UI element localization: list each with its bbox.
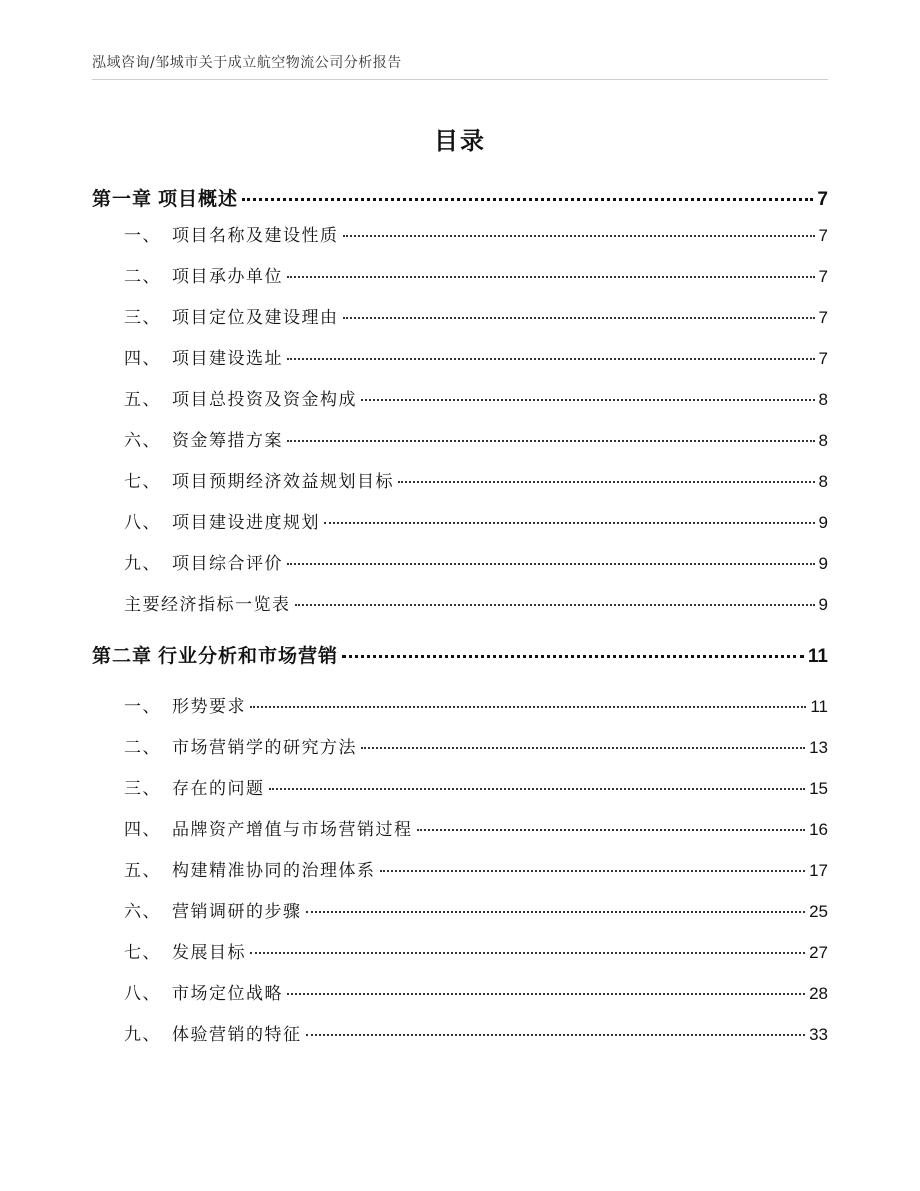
toc-page-number: 25 xyxy=(809,902,828,921)
toc-dot-leader xyxy=(295,604,815,606)
toc-entry-label: 项目建设进度规划 xyxy=(172,513,320,533)
toc-dot-leader xyxy=(398,481,815,483)
toc-entry-label: 形势要求 xyxy=(172,697,246,717)
toc-section-entry[interactable] xyxy=(124,262,828,287)
toc-page-number: 28 xyxy=(809,984,828,1003)
toc-dot-leader xyxy=(342,655,804,658)
toc-page-number: 7 xyxy=(818,308,828,327)
toc-entry-number: 二、 xyxy=(124,267,161,287)
toc-entry-number: 九、 xyxy=(124,1025,161,1045)
toc-entry-number: 三、 xyxy=(124,308,161,328)
toc-entry-number: 六、 xyxy=(124,902,161,922)
toc-section-entry[interactable] xyxy=(124,385,828,410)
toc-section-entry[interactable] xyxy=(124,1020,828,1045)
toc-entry-label: 项目概述 xyxy=(158,188,239,210)
toc-entry-label: 存在的问题 xyxy=(172,779,265,799)
toc-dot-leader xyxy=(324,522,815,524)
toc-entry-number: 六、 xyxy=(124,431,161,451)
toc-entry-number: 八、 xyxy=(124,984,161,1004)
toc-dot-leader xyxy=(380,870,806,872)
toc-section-entry[interactable] xyxy=(124,303,828,328)
toc-page-number: 8 xyxy=(818,390,828,409)
toc-entry-number: 七、 xyxy=(124,472,161,492)
toc-page-number: 7 xyxy=(817,189,828,210)
toc-entry-label: 项目承办单位 xyxy=(172,267,283,287)
toc-page-number: 11 xyxy=(807,646,828,667)
toc-entry-label: 资金筹措方案 xyxy=(172,431,283,451)
toc-entry-number: 一、 xyxy=(124,697,161,717)
toc-section-entry[interactable] xyxy=(124,221,828,246)
toc-page-number: 15 xyxy=(809,779,828,798)
toc-entry-label: 市场定位战略 xyxy=(172,984,283,1004)
toc-entry-label: 主要经济指标一览表 xyxy=(124,595,291,615)
toc-dot-leader xyxy=(306,1034,806,1036)
toc-dot-leader xyxy=(361,747,805,749)
toc-entry-number: 四、 xyxy=(124,349,161,369)
toc-dot-leader xyxy=(361,399,815,401)
toc-page-number: 7 xyxy=(818,267,828,286)
toc-dot-leader xyxy=(287,993,805,995)
toc-section-entry[interactable] xyxy=(124,549,828,574)
toc-entry-number: 三、 xyxy=(124,779,161,799)
toc-page-number: 13 xyxy=(809,738,828,757)
toc-entry-label: 项目综合评价 xyxy=(172,554,283,574)
toc-section-entry[interactable] xyxy=(124,590,828,615)
toc-dot-leader xyxy=(287,440,815,442)
toc-dot-leader xyxy=(343,317,815,319)
toc-dot-leader xyxy=(287,276,815,278)
toc-dot-leader xyxy=(287,563,815,565)
page-title: 目录 xyxy=(434,127,486,155)
toc-entry-label: 行业分析和市场营销 xyxy=(158,645,339,667)
toc-section-entry[interactable] xyxy=(124,426,828,451)
toc-page-number: 33 xyxy=(809,1025,828,1044)
toc-section-entry[interactable] xyxy=(124,344,828,369)
toc-entry-number: 七、 xyxy=(124,943,161,963)
toc-section-entry[interactable] xyxy=(124,733,828,758)
toc-dot-leader xyxy=(417,829,806,831)
toc-page-number: 8 xyxy=(818,431,828,450)
toc-entry-number: 第二章 xyxy=(92,645,153,667)
toc-entry-number: 四、 xyxy=(124,820,161,840)
toc-dot-leader xyxy=(242,198,813,201)
toc-dot-leader xyxy=(250,706,806,708)
toc-entry-number: 八、 xyxy=(124,513,161,533)
toc-entry-label: 市场营销学的研究方法 xyxy=(172,738,357,758)
toc-entry-label: 项目定位及建设理由 xyxy=(172,308,339,328)
toc-dot-leader xyxy=(343,235,815,237)
toc-page-number: 11 xyxy=(810,697,828,716)
toc-entry-number: 第一章 xyxy=(92,188,153,210)
toc-page-number: 7 xyxy=(818,349,828,368)
toc-section-entry[interactable] xyxy=(124,508,828,533)
toc-section-entry[interactable] xyxy=(124,856,828,881)
running-header: 泓域咨询/邹城市关于成立航空物流公司分析报告 xyxy=(92,55,402,71)
toc-page-number: 9 xyxy=(818,554,828,573)
toc-entry-label: 营销调研的步骤 xyxy=(172,902,302,922)
toc-dot-leader xyxy=(250,952,805,954)
toc-entry-label: 项目总投资及资金构成 xyxy=(172,390,357,410)
toc-page-number: 8 xyxy=(818,472,828,491)
toc-chapter-entry[interactable] xyxy=(92,184,828,211)
toc-entry-label: 项目名称及建设性质 xyxy=(172,226,339,246)
toc-entry-label: 构建精准协同的治理体系 xyxy=(172,861,376,881)
toc-page-number: 17 xyxy=(809,861,828,880)
toc-entry-number: 二、 xyxy=(124,738,161,758)
toc-entry-number: 九、 xyxy=(124,554,161,574)
toc-page-number: 9 xyxy=(818,595,828,614)
toc-section-entry[interactable] xyxy=(124,897,828,922)
toc-entry-label: 项目建设选址 xyxy=(172,349,283,369)
toc-section-entry[interactable] xyxy=(124,979,828,1004)
toc-page-number: 9 xyxy=(818,513,828,532)
toc-entry-label: 发展目标 xyxy=(172,943,246,963)
toc-entry-number: 一、 xyxy=(124,226,161,246)
toc-entry-label: 品牌资产增值与市场营销过程 xyxy=(172,820,413,840)
toc-section-entry[interactable] xyxy=(124,774,828,799)
toc-dot-leader xyxy=(269,788,806,790)
toc-section-entry[interactable] xyxy=(124,815,828,840)
toc-entry-number: 五、 xyxy=(124,861,161,881)
toc-entry-label: 项目预期经济效益规划目标 xyxy=(172,472,394,492)
toc-entry-number: 五、 xyxy=(124,390,161,410)
toc-dot-leader xyxy=(306,911,806,913)
toc-page-number: 16 xyxy=(809,820,828,839)
toc-entry-label: 体验营销的特征 xyxy=(172,1025,302,1045)
toc-chapter-entry[interactable] xyxy=(92,641,828,668)
toc-section-entry[interactable] xyxy=(124,467,828,492)
toc-dot-leader xyxy=(287,358,815,360)
toc-section-entry[interactable] xyxy=(124,692,828,717)
toc-page-number: 27 xyxy=(809,943,828,962)
toc-page-number: 7 xyxy=(818,226,828,245)
toc-section-entry[interactable] xyxy=(124,938,828,963)
